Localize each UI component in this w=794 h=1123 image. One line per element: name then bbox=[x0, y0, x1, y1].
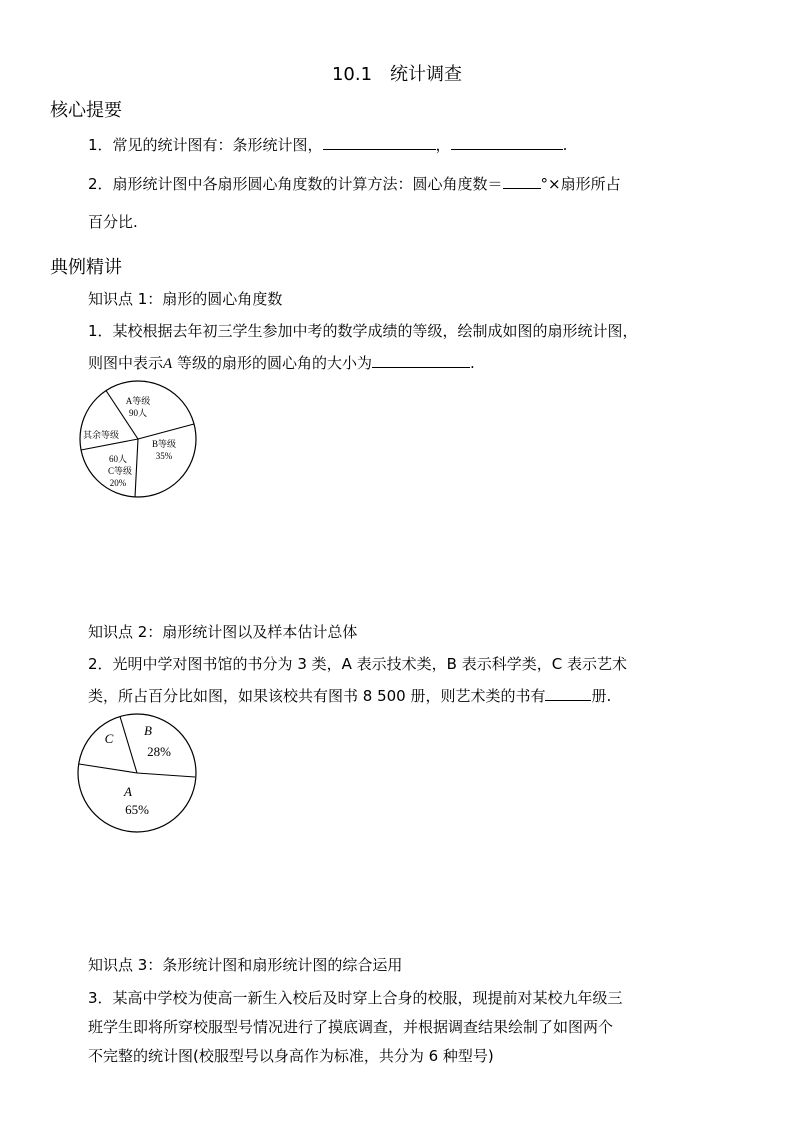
kp1-q-end: . bbox=[469, 354, 475, 372]
kp1-question-line-2 bbox=[88, 351, 475, 373]
core-item-1-sep: ， bbox=[435, 136, 451, 154]
pie1-label-b: B等级 bbox=[151, 439, 177, 449]
pie1-value-c: 20% bbox=[109, 478, 127, 488]
kp1-q-var: A bbox=[163, 356, 173, 372]
pie2-label-a: A bbox=[124, 784, 132, 799]
answer-blank-3[interactable] bbox=[503, 172, 541, 189]
kp3-question-line-2: 班学生即将所穿校服型号情况进行了摸底调查，并根据调查结果绘制了如图两个 bbox=[88, 1018, 614, 1036]
kp2-question-line-1: 2．光明中学对图书馆的书分为 3 类，A 表示技术类，B 表示科学类，C 表示艺术 bbox=[88, 655, 627, 673]
pie1-label-other: 其余等级 bbox=[82, 430, 120, 440]
pie2-label-b: B bbox=[144, 723, 152, 738]
pie1-label-a: A等级 bbox=[125, 396, 151, 406]
kp1-q-pre: 则图中表示 bbox=[88, 354, 164, 372]
kp2-question-line-2 bbox=[88, 684, 611, 706]
kp1-q-post: 等级的扇形的圆心角的大小为 bbox=[172, 354, 372, 372]
core-item-1-text: 1．常见的统计图有：条形统计图， bbox=[88, 136, 323, 154]
pie2-value-b: 28% bbox=[147, 744, 171, 759]
pie1-label-c: C等级 bbox=[107, 466, 133, 476]
answer-blank-4[interactable] bbox=[372, 351, 470, 368]
pie1-value-a: 90人 bbox=[128, 408, 148, 418]
core-item-1 bbox=[88, 133, 567, 155]
kp2-q-pre: 类，所占百分比如图，如果该校共有图书 8 500 册，则艺术类的书有 bbox=[88, 687, 546, 705]
pie-chart-books bbox=[74, 710, 200, 834]
section-core-heading: 核心提要 bbox=[50, 100, 122, 121]
core-item-1-end: . bbox=[562, 136, 568, 154]
kp2-q-end: 册. bbox=[591, 687, 612, 705]
answer-blank-5[interactable] bbox=[545, 684, 591, 701]
kp3-question-line-1: 3．某高中学校为使高一新生入校后及时穿上合身的校服，现提前对某校九年级三 bbox=[88, 989, 623, 1007]
core-item-2 bbox=[88, 172, 621, 194]
pie2-value-a: 65% bbox=[125, 802, 149, 817]
kp3-heading: 知识点 3：条形统计图和扇形统计图的综合运用 bbox=[88, 956, 403, 974]
core-item-2-rest: °×扇形所占 bbox=[540, 175, 621, 193]
pie1-extra-c: 60人 bbox=[108, 454, 128, 464]
answer-blank-2[interactable] bbox=[451, 133, 563, 150]
pie1-value-b: 35% bbox=[155, 451, 173, 461]
kp3-question-line-3: 不完整的统计图(校服型号以身高作为标准，共分为 6 种型号) bbox=[88, 1047, 494, 1065]
kp2-heading: 知识点 2：扇形统计图以及样本估计总体 bbox=[88, 623, 358, 641]
answer-blank-1[interactable] bbox=[323, 133, 436, 150]
core-item-2-continued: 百分比. bbox=[88, 213, 138, 231]
section-examples-heading: 典例精讲 bbox=[50, 257, 122, 278]
pie2-label-c: C bbox=[104, 731, 114, 746]
kp1-heading: 知识点 1：扇形的圆心角度数 bbox=[88, 290, 283, 308]
pie-chart-grades bbox=[76, 378, 200, 500]
page-title: 10.1 统计调查 bbox=[331, 64, 463, 85]
kp1-question-line-1: 1．某校根据去年初三学生参加中考的数学成绩的等级，绘制成如图的扇形统计图， bbox=[88, 322, 638, 340]
core-item-2-text: 2．扇形统计图中各扇形圆心角度数的计算方法：圆心角度数＝ bbox=[88, 175, 503, 193]
